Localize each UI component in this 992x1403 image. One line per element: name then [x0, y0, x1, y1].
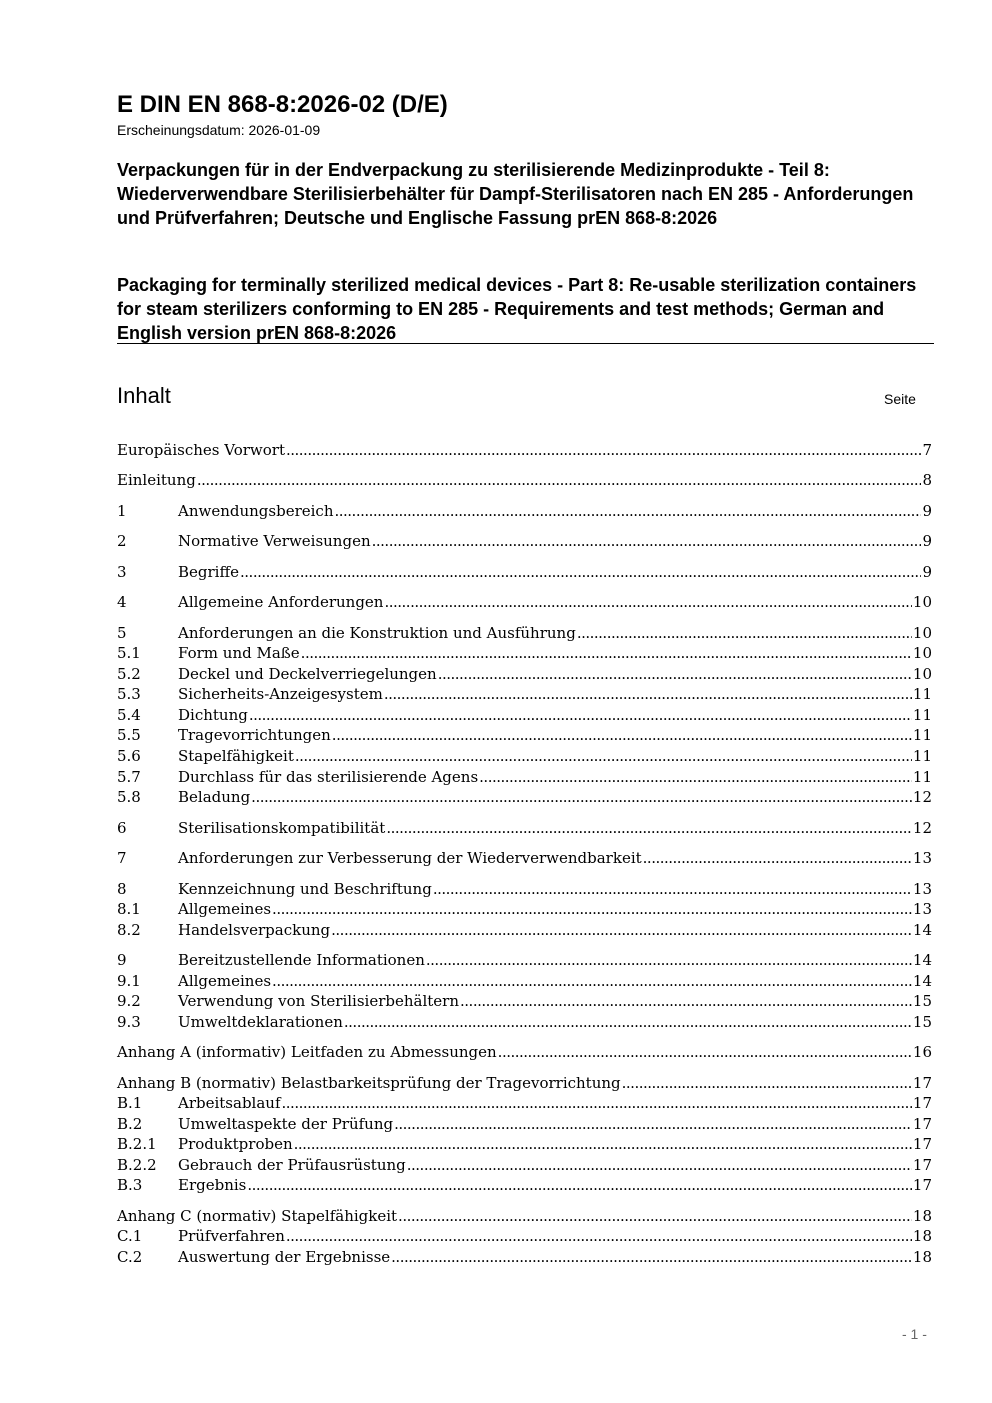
toc-entry[interactable]: [117, 1247, 932, 1267]
toc-entry-number: 5.7: [117, 768, 141, 786]
toc-entry-page: 9: [922, 502, 932, 520]
toc-entry-title: Europäisches Vorwort: [117, 441, 285, 459]
toc-entry[interactable]: [117, 1114, 932, 1134]
toc-dot-leader: [398, 1206, 912, 1226]
toc-entry-number: 5.3: [117, 685, 141, 703]
toc-entry-page: 10: [912, 644, 932, 662]
toc-dot-leader: [407, 1155, 912, 1175]
toc-dot-leader: [295, 746, 912, 766]
toc-entry[interactable]: [117, 531, 932, 551]
toc-entry-title: Umweltaspekte der Prüfung: [178, 1115, 394, 1133]
toc-dot-leader: [577, 623, 912, 643]
toc-entry[interactable]: [117, 623, 932, 643]
toc-entry-number: C.2: [117, 1248, 143, 1266]
toc-entry-page: 11: [912, 747, 932, 765]
toc-entry[interactable]: [117, 1042, 932, 1062]
toc-entry-title: Verwendung von Sterilisierbehältern: [178, 992, 460, 1010]
page-number: - 1 -: [902, 1326, 927, 1342]
toc-dot-leader: [282, 1093, 912, 1113]
toc-entry-title: Begriffe: [178, 563, 240, 581]
toc-entry-page: 18: [912, 1248, 932, 1266]
toc-entry[interactable]: [117, 592, 932, 612]
toc-entry-number: 9.1: [117, 972, 141, 990]
toc-entry[interactable]: [117, 1175, 932, 1195]
toc-dot-leader: [251, 787, 912, 807]
toc-entry-title: Anhang C (normativ) Stapelfähigkeit: [117, 1207, 398, 1225]
toc-entry-number: 5.2: [117, 665, 141, 683]
toc-dot-leader: [394, 1114, 912, 1134]
toc-entry-number: 8.1: [117, 900, 141, 918]
toc-entry[interactable]: [117, 818, 932, 838]
toc-entry-page: 17: [912, 1094, 932, 1112]
toc-entry-number: 6: [117, 819, 127, 837]
toc-entry-title: Deckel und Deckelverriegelungen: [178, 665, 437, 683]
toc-entry-page: 17: [912, 1176, 932, 1194]
toc-entry-number: 5.1: [117, 644, 141, 662]
toc-entry-number: 5.8: [117, 788, 141, 806]
toc-entry-title: Sicherheits-Anzeigesystem: [178, 685, 383, 703]
toc-entry-number: 9.3: [117, 1013, 141, 1031]
toc-entry-page: 7: [922, 441, 932, 459]
toc-entry-page: 13: [912, 900, 932, 918]
toc-entry-title: Allgemeines: [178, 972, 272, 990]
toc-entry[interactable]: [117, 879, 932, 899]
toc-entry-number: 8: [117, 880, 127, 898]
toc-entry[interactable]: [117, 746, 932, 766]
document-id: E DIN EN 868-8:2026-02 (D/E): [117, 91, 448, 118]
toc-entry-title: Beladung: [178, 788, 251, 806]
toc-entry[interactable]: [117, 1206, 932, 1226]
toc-entry-number: 7: [117, 849, 127, 867]
toc-entry-page: 10: [912, 593, 932, 611]
toc-entry-title: Anforderungen an die Konstruktion und Ausführung: [178, 624, 576, 642]
toc-entry[interactable]: [117, 664, 932, 684]
toc-entry-page: 17: [912, 1156, 932, 1174]
toc-dot-leader: [332, 725, 912, 745]
toc-entry-page: 8: [922, 471, 932, 489]
toc-entry-number: 9: [117, 951, 127, 969]
toc-dot-leader: [294, 1134, 912, 1154]
toc-entry[interactable]: [117, 920, 932, 940]
title-german: Verpackungen für in der Endverpackung zu sterilisierende Medizinprodukte - Teil 8: Wiederverwendbare Sterilisierbehälter für Dampf-Sterilisatoren nach EN 285 - Anforderungen und Prüfverfahren; Deutsche und Englische Fassung prEN 868-8:2026: [117, 160, 914, 228]
toc-entry-page: 11: [912, 768, 932, 786]
toc-entry[interactable]: [117, 440, 932, 460]
toc-entry-title: Sterilisationskompatibilität: [178, 819, 386, 837]
toc-dot-leader: [643, 848, 912, 868]
toc-entry-title: Tragevorrichtungen: [178, 726, 331, 744]
title-english: Packaging for terminally sterilized medical devices - Part 8: Re-usable sterilization containers for steam sterilizers conforming to EN 285 - Requirements and test methods; German and English version prEN 868-8:2026: [117, 275, 917, 343]
toc-dot-leader: [331, 920, 912, 940]
toc-entry-title: Anwendungsbereich: [178, 502, 334, 520]
toc-page-column-label: Seite: [884, 391, 916, 407]
toc-entry[interactable]: [117, 899, 932, 919]
toc-entry[interactable]: [117, 1093, 932, 1113]
toc-entry-title: Bereitzustellende Informationen: [178, 951, 425, 969]
toc-entry-title: Allgemeines: [178, 900, 272, 918]
toc-entry[interactable]: [117, 848, 932, 868]
toc-entry-page: 11: [912, 726, 932, 744]
toc-entry[interactable]: [117, 1226, 932, 1246]
toc-dot-leader: [272, 899, 912, 919]
toc-entry-number: B.3: [117, 1176, 143, 1194]
toc-entry-number: 5.6: [117, 747, 141, 765]
toc-entry[interactable]: [117, 501, 932, 521]
toc-entry[interactable]: [117, 1155, 932, 1175]
toc-entry-page: 12: [912, 819, 932, 837]
toc-entry-number: 4: [117, 593, 127, 611]
toc-entry-page: 18: [912, 1207, 932, 1225]
toc-entry-page: 10: [912, 624, 932, 642]
toc-entry-number: C.1: [117, 1227, 143, 1245]
toc-entry-page: 10: [912, 665, 932, 683]
table-of-contents: [117, 0, 934, 1403]
toc-entry[interactable]: [117, 767, 932, 787]
toc-entry[interactable]: [117, 705, 932, 725]
toc-entry-title: Prüfverfahren: [178, 1227, 285, 1245]
toc-entry-title: Anhang A (informativ) Leitfaden zu Abmessungen: [117, 1043, 497, 1061]
toc-dot-leader: [386, 818, 912, 838]
toc-entry-number: 8.2: [117, 921, 141, 939]
toc-entry[interactable]: [117, 470, 932, 490]
toc-dot-leader: [372, 531, 922, 551]
toc-entry[interactable]: [117, 562, 932, 582]
toc-entry[interactable]: [117, 991, 932, 1011]
toc-entry-title: Einleitung: [117, 471, 196, 489]
toc-entry-title: Anforderungen zur Verbesserung der Wiederverwendbarkeit: [178, 849, 642, 867]
toc-entry[interactable]: [117, 950, 932, 970]
toc-entry-page: 15: [912, 992, 932, 1010]
toc-dot-leader: [622, 1073, 912, 1093]
toc-dot-leader: [460, 991, 912, 1011]
toc-entry-number: 9.2: [117, 992, 141, 1010]
toc-entry-title: Normative Verweisungen: [178, 532, 371, 550]
toc-entry-number: 5.5: [117, 726, 141, 744]
toc-entry[interactable]: [117, 684, 932, 704]
toc-entry-page: 13: [912, 849, 932, 867]
toc-dot-leader: [286, 1226, 912, 1246]
toc-entry-title: Ergebnis: [178, 1176, 247, 1194]
toc-entry-page: 14: [912, 921, 932, 939]
toc-entry-page: 14: [912, 951, 932, 969]
toc-dot-leader: [249, 705, 912, 725]
toc-entry-number: B.1: [117, 1094, 143, 1112]
toc-entry-title: Arbeitsablauf: [178, 1094, 281, 1112]
toc-entry-number: B.2: [117, 1115, 143, 1133]
toc-dot-leader: [498, 1042, 912, 1062]
toc-entry-page: 16: [912, 1043, 932, 1061]
toc-dot-leader: [384, 684, 912, 704]
toc-entry-title: Umweltdeklarationen: [178, 1013, 343, 1031]
toc-entry-page: 15: [912, 1013, 932, 1031]
toc-entry-page: 12: [912, 788, 932, 806]
toc-dot-leader: [433, 879, 912, 899]
toc-dot-leader: [426, 950, 912, 970]
toc-entry-number: B.2.1: [117, 1135, 157, 1153]
toc-entry[interactable]: [117, 725, 932, 745]
toc-entry[interactable]: [117, 971, 932, 991]
toc-entry-title: Produktproben: [178, 1135, 293, 1153]
toc-entry-page: 17: [912, 1074, 932, 1092]
toc-dot-leader: [334, 501, 921, 521]
toc-entry-page: 14: [912, 972, 932, 990]
toc-entry-title: Kennzeichnung und Beschriftung: [178, 880, 432, 898]
toc-entry-number: 3: [117, 563, 127, 581]
toc-dot-leader: [301, 643, 912, 663]
toc-entry[interactable]: [117, 787, 932, 807]
toc-entry-page: 11: [912, 685, 932, 703]
toc-dot-leader: [240, 562, 921, 582]
toc-entry-page: 17: [912, 1115, 932, 1133]
toc-entry-number: 1: [117, 502, 127, 520]
toc-entry-title: Auswertung der Ergebnisse: [178, 1248, 391, 1266]
toc-dot-leader: [479, 767, 912, 787]
toc-entry-page: 18: [912, 1227, 932, 1245]
toc-dot-leader: [272, 971, 912, 991]
toc-entry-title: Stapelfähigkeit: [178, 747, 294, 765]
toc-entry-title: Dichtung: [178, 706, 248, 724]
toc-entry-title: Allgemeine Anforderungen: [178, 593, 384, 611]
toc-entry-number: B.2.2: [117, 1156, 157, 1174]
toc-dot-leader: [344, 1012, 912, 1032]
toc-entry-title: Form und Maße: [178, 644, 300, 662]
toc-entry[interactable]: [117, 1012, 932, 1032]
toc-dot-leader: [438, 664, 912, 684]
toc-dot-leader: [384, 592, 911, 612]
toc-entry[interactable]: [117, 643, 932, 663]
toc-entry-title: Gebrauch der Prüfausrüstung: [178, 1156, 406, 1174]
toc-heading: Inhalt: [117, 383, 171, 408]
toc-dot-leader: [286, 440, 921, 460]
toc-entry-page: 13: [912, 880, 932, 898]
toc-entry-page: 9: [922, 532, 932, 550]
toc-entry[interactable]: [117, 1073, 932, 1093]
toc-entry-page: 17: [912, 1135, 932, 1153]
toc-entry-number: 5.4: [117, 706, 141, 724]
toc-entry-title: Handelsverpackung: [178, 921, 331, 939]
toc-entry-number: 2: [117, 532, 127, 550]
publication-date: Erscheinungsdatum: 2026-01-09: [117, 122, 321, 138]
toc-entry-number: 5: [117, 624, 127, 642]
toc-dot-leader: [197, 470, 922, 490]
toc-dot-leader: [247, 1175, 912, 1195]
toc-entry-page: 11: [912, 706, 932, 724]
toc-entry-title: Anhang B (normativ) Belastbarkeitsprüfung der Tragevorrichtung: [117, 1074, 621, 1092]
toc-dot-leader: [391, 1247, 912, 1267]
toc-entry-page: 9: [922, 563, 932, 581]
toc-entry[interactable]: [117, 1134, 932, 1154]
toc-entry-title: Durchlass für das sterilisierende Agens: [178, 768, 479, 786]
